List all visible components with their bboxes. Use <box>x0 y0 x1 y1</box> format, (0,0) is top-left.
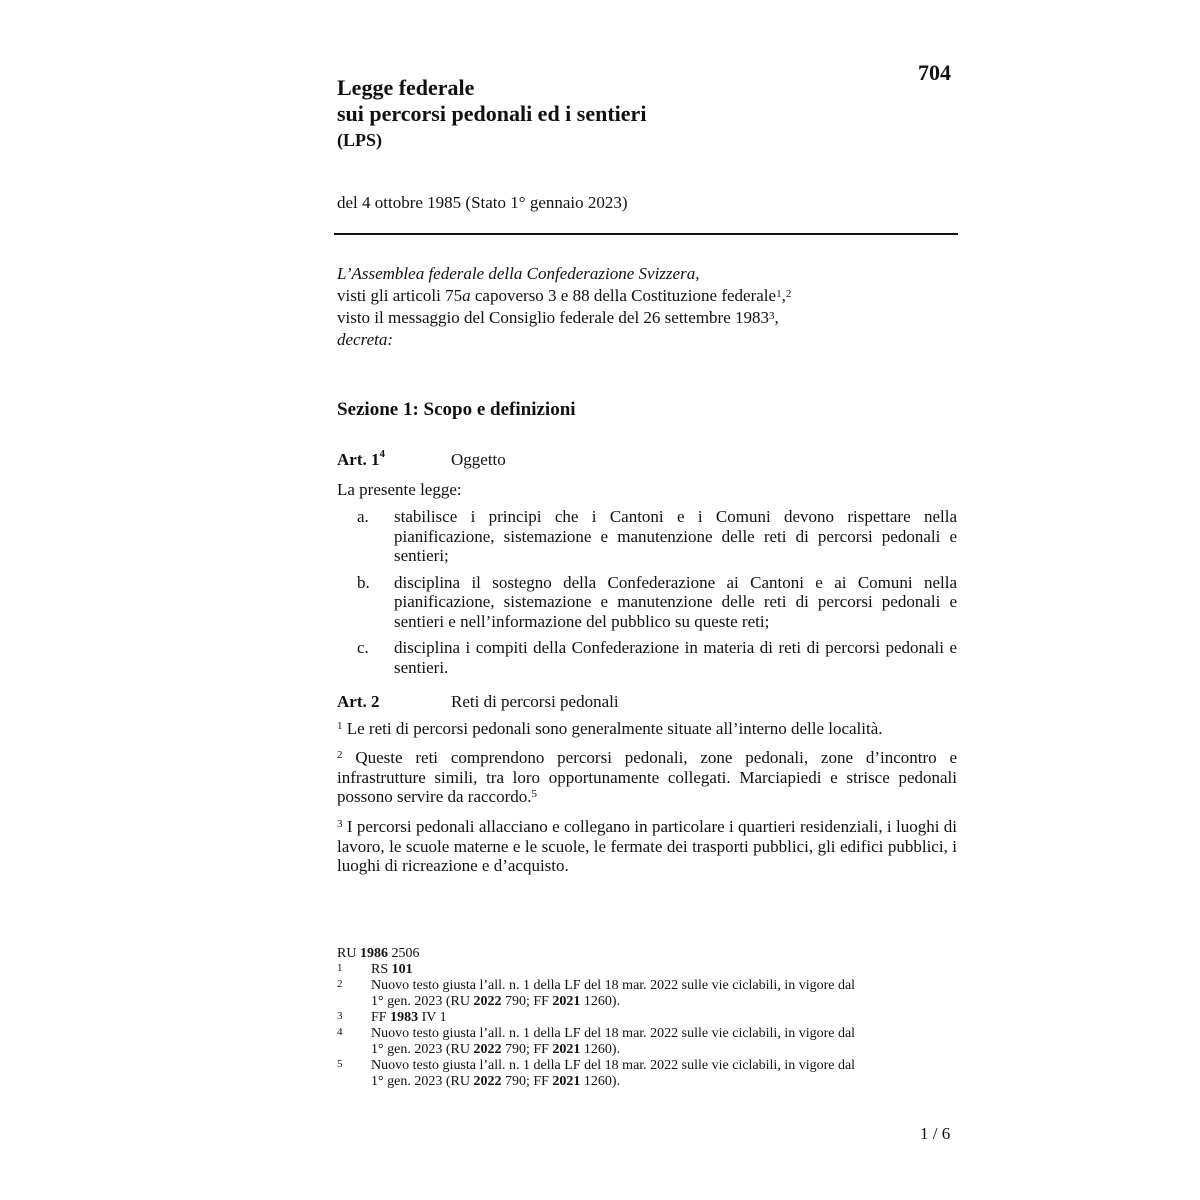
preamble-line1-text: visti gli articoli 75 <box>337 286 463 305</box>
ru-page: 2506 <box>391 946 420 961</box>
ru-year: 1986 <box>359 946 388 961</box>
art2-paragraph-1 <box>337 719 957 739</box>
fn-amend-line1: Nuovo testo giusta l’all. n. 1 della LF del 18 mar. 2022 sulle vie ciclabili, in vigore dal <box>371 978 856 993</box>
fn-ru-page: 790; FF <box>504 1074 549 1089</box>
fn-amend-date: 1° gen. 2023 (RU <box>371 1074 470 1089</box>
footnote-ref-5[interactable]: 5 <box>531 788 537 800</box>
art2-paragraph-3 <box>337 817 957 876</box>
art2-heading <box>337 692 619 712</box>
fn-ru-page: 790; FF <box>504 1042 549 1057</box>
preamble-line1 <box>337 285 957 307</box>
list-item-label: b. <box>357 572 370 592</box>
art1-intro: La presente legge: <box>337 480 462 499</box>
fn1-number: 101 <box>391 962 413 977</box>
fn-ru-year: 2022 <box>473 1074 502 1089</box>
preamble-authority: L’Assemblea federale della Confederazione Svizzera, <box>337 264 700 283</box>
footnote-3 <box>337 1010 937 1026</box>
art1-number-wrap <box>337 450 451 470</box>
law-abbreviation: (LPS) <box>337 130 382 150</box>
paragraph-number: 2 <box>337 749 343 761</box>
fn-ff-page: 1260). <box>583 994 621 1009</box>
footnote-text <box>371 978 937 1010</box>
art1-list <box>357 507 957 684</box>
preamble-line2 <box>337 307 957 329</box>
law-title-line2: sui percorsi pedonali ed i sentieri <box>337 101 647 126</box>
art1-title: Oggetto <box>451 450 506 469</box>
fn-ru-year: 2022 <box>473 994 502 1009</box>
list-item <box>357 573 957 632</box>
footnote-number: 5 <box>337 1058 343 1070</box>
footnote-ref-1[interactable]: 1 <box>776 288 782 300</box>
paragraph-text: Queste reti comprendono percorsi pedonali, zone pedonali, zone d’incontro e infrastrutture simili, tra loro opportunamente collegati. Marciapiedi e strisce pedonali possono servire da raccordo. <box>337 748 958 806</box>
fn3-page: IV 1 <box>421 1010 447 1025</box>
footnote-number: 3 <box>337 1010 343 1022</box>
footnote-4 <box>337 1026 937 1058</box>
fn3-year: 1983 <box>390 1010 419 1025</box>
footnote-number: 2 <box>337 978 343 990</box>
law-date: del 4 ottobre 1985 (Stato 1° gennaio 2023) <box>337 193 628 212</box>
fn-ru-year: 2022 <box>473 1042 502 1057</box>
ru-prefix: RU <box>337 946 357 961</box>
list-item-text: stabilisce i principi che i Cantoni e i Comuni devono rispettare nella pianificazione, sistemazione e manutenzione delle reti di percorsi pedonali e sentieri; <box>394 507 957 565</box>
preamble-line1-text-b: capoverso 3 e 88 della Costituzione federale <box>470 286 777 305</box>
art2-title: Reti di percorsi pedonali <box>451 692 619 711</box>
fn-amend-date: 1° gen. 2023 (RU <box>371 1042 470 1057</box>
footnote-text <box>371 1010 937 1026</box>
law-title-line1: Legge federale <box>337 75 475 100</box>
paragraph-text: I percorsi pedonali allacciano e collegano in particolare i quartieri residenziali, i luoghi di lavoro, le scuole materne e le scuole, le fermate dei trasporti pubblici, gli edifici pubblici, i luoghi di ricreazione e d’acquisto. <box>337 817 958 875</box>
preamble-line2-end: , <box>774 308 779 327</box>
list-item-text: disciplina il sostegno della Confederazione ai Cantoni e ai Comuni nella pianificazione, sistemazione e manutenzione delle reti di percorsi pedonali e sentieri e nell’informazione del pubblico su queste reti; <box>394 572 957 631</box>
footnote-5 <box>337 1058 937 1090</box>
footnote-2 <box>337 978 937 1010</box>
fn-ru-page: 790; FF <box>504 994 549 1009</box>
footnote-number: 4 <box>337 1026 343 1038</box>
law-title <box>337 75 646 127</box>
art2-paragraph-2 <box>337 748 957 807</box>
list-item <box>357 507 957 566</box>
section-heading: Sezione 1: Scopo e definizioni <box>337 399 576 420</box>
art2-number: Art. 2 <box>337 692 380 711</box>
preamble-comma: , <box>781 286 786 305</box>
footnotes <box>337 946 937 1090</box>
list-item-text: disciplina i compiti della Confederazione in materia di reti di percorsi pedonali e sentieri. <box>394 638 957 677</box>
fn-ff-page: 1260). <box>583 1042 621 1057</box>
paragraph-text: Le reti di percorsi pedonali sono generalmente situate all’interno delle località. <box>346 719 883 738</box>
preamble-line1-italic: a <box>462 286 471 305</box>
footnote-number: 1 <box>337 962 343 974</box>
footnote-ref-4[interactable]: 4 <box>379 448 385 460</box>
sr-number: 704 <box>918 60 951 85</box>
paragraph-number: 3 <box>337 818 343 830</box>
footnote-1 <box>337 962 937 978</box>
fn-ff-page: 1260). <box>583 1074 621 1089</box>
preamble-decree: decreta: <box>337 330 394 349</box>
footnote-text <box>371 1026 937 1058</box>
fn-ff-year: 2021 <box>552 994 581 1009</box>
fn-amend-line1: Nuovo testo giusta l’all. n. 1 della LF del 18 mar. 2022 sulle vie ciclabili, in vigore dal <box>371 1058 856 1073</box>
art1-number: Art. 1 <box>337 450 380 469</box>
title-divider <box>334 233 958 235</box>
footnote-text <box>371 962 937 978</box>
footnote-text <box>371 1058 937 1090</box>
fn-amend-date: 1° gen. 2023 (RU <box>371 994 470 1009</box>
fn3-text: FF <box>371 1010 387 1025</box>
fn-amend-line1: Nuovo testo giusta l’all. n. 1 della LF del 18 mar. 2022 sulle vie ciclabili, in vigore dal <box>371 1026 856 1041</box>
footnote-ref-2[interactable]: 2 <box>785 288 792 300</box>
fn-ff-year: 2021 <box>552 1074 581 1089</box>
preamble <box>337 263 957 351</box>
paragraph-number: 1 <box>337 720 343 732</box>
art1-heading <box>337 450 506 470</box>
ru-reference <box>337 946 937 962</box>
preamble-line2-text: visto il messaggio del Consiglio federale del 26 settembre 1983 <box>337 308 769 327</box>
list-item <box>357 638 957 677</box>
footnote-ref-3[interactable]: 3 <box>769 310 775 322</box>
list-item-label: a. <box>357 507 369 526</box>
fn-ff-year: 2021 <box>552 1042 581 1057</box>
fn1-text: RS <box>371 962 389 977</box>
list-item-label: c. <box>357 638 369 657</box>
page-number: 1 / 6 <box>920 1124 951 1143</box>
